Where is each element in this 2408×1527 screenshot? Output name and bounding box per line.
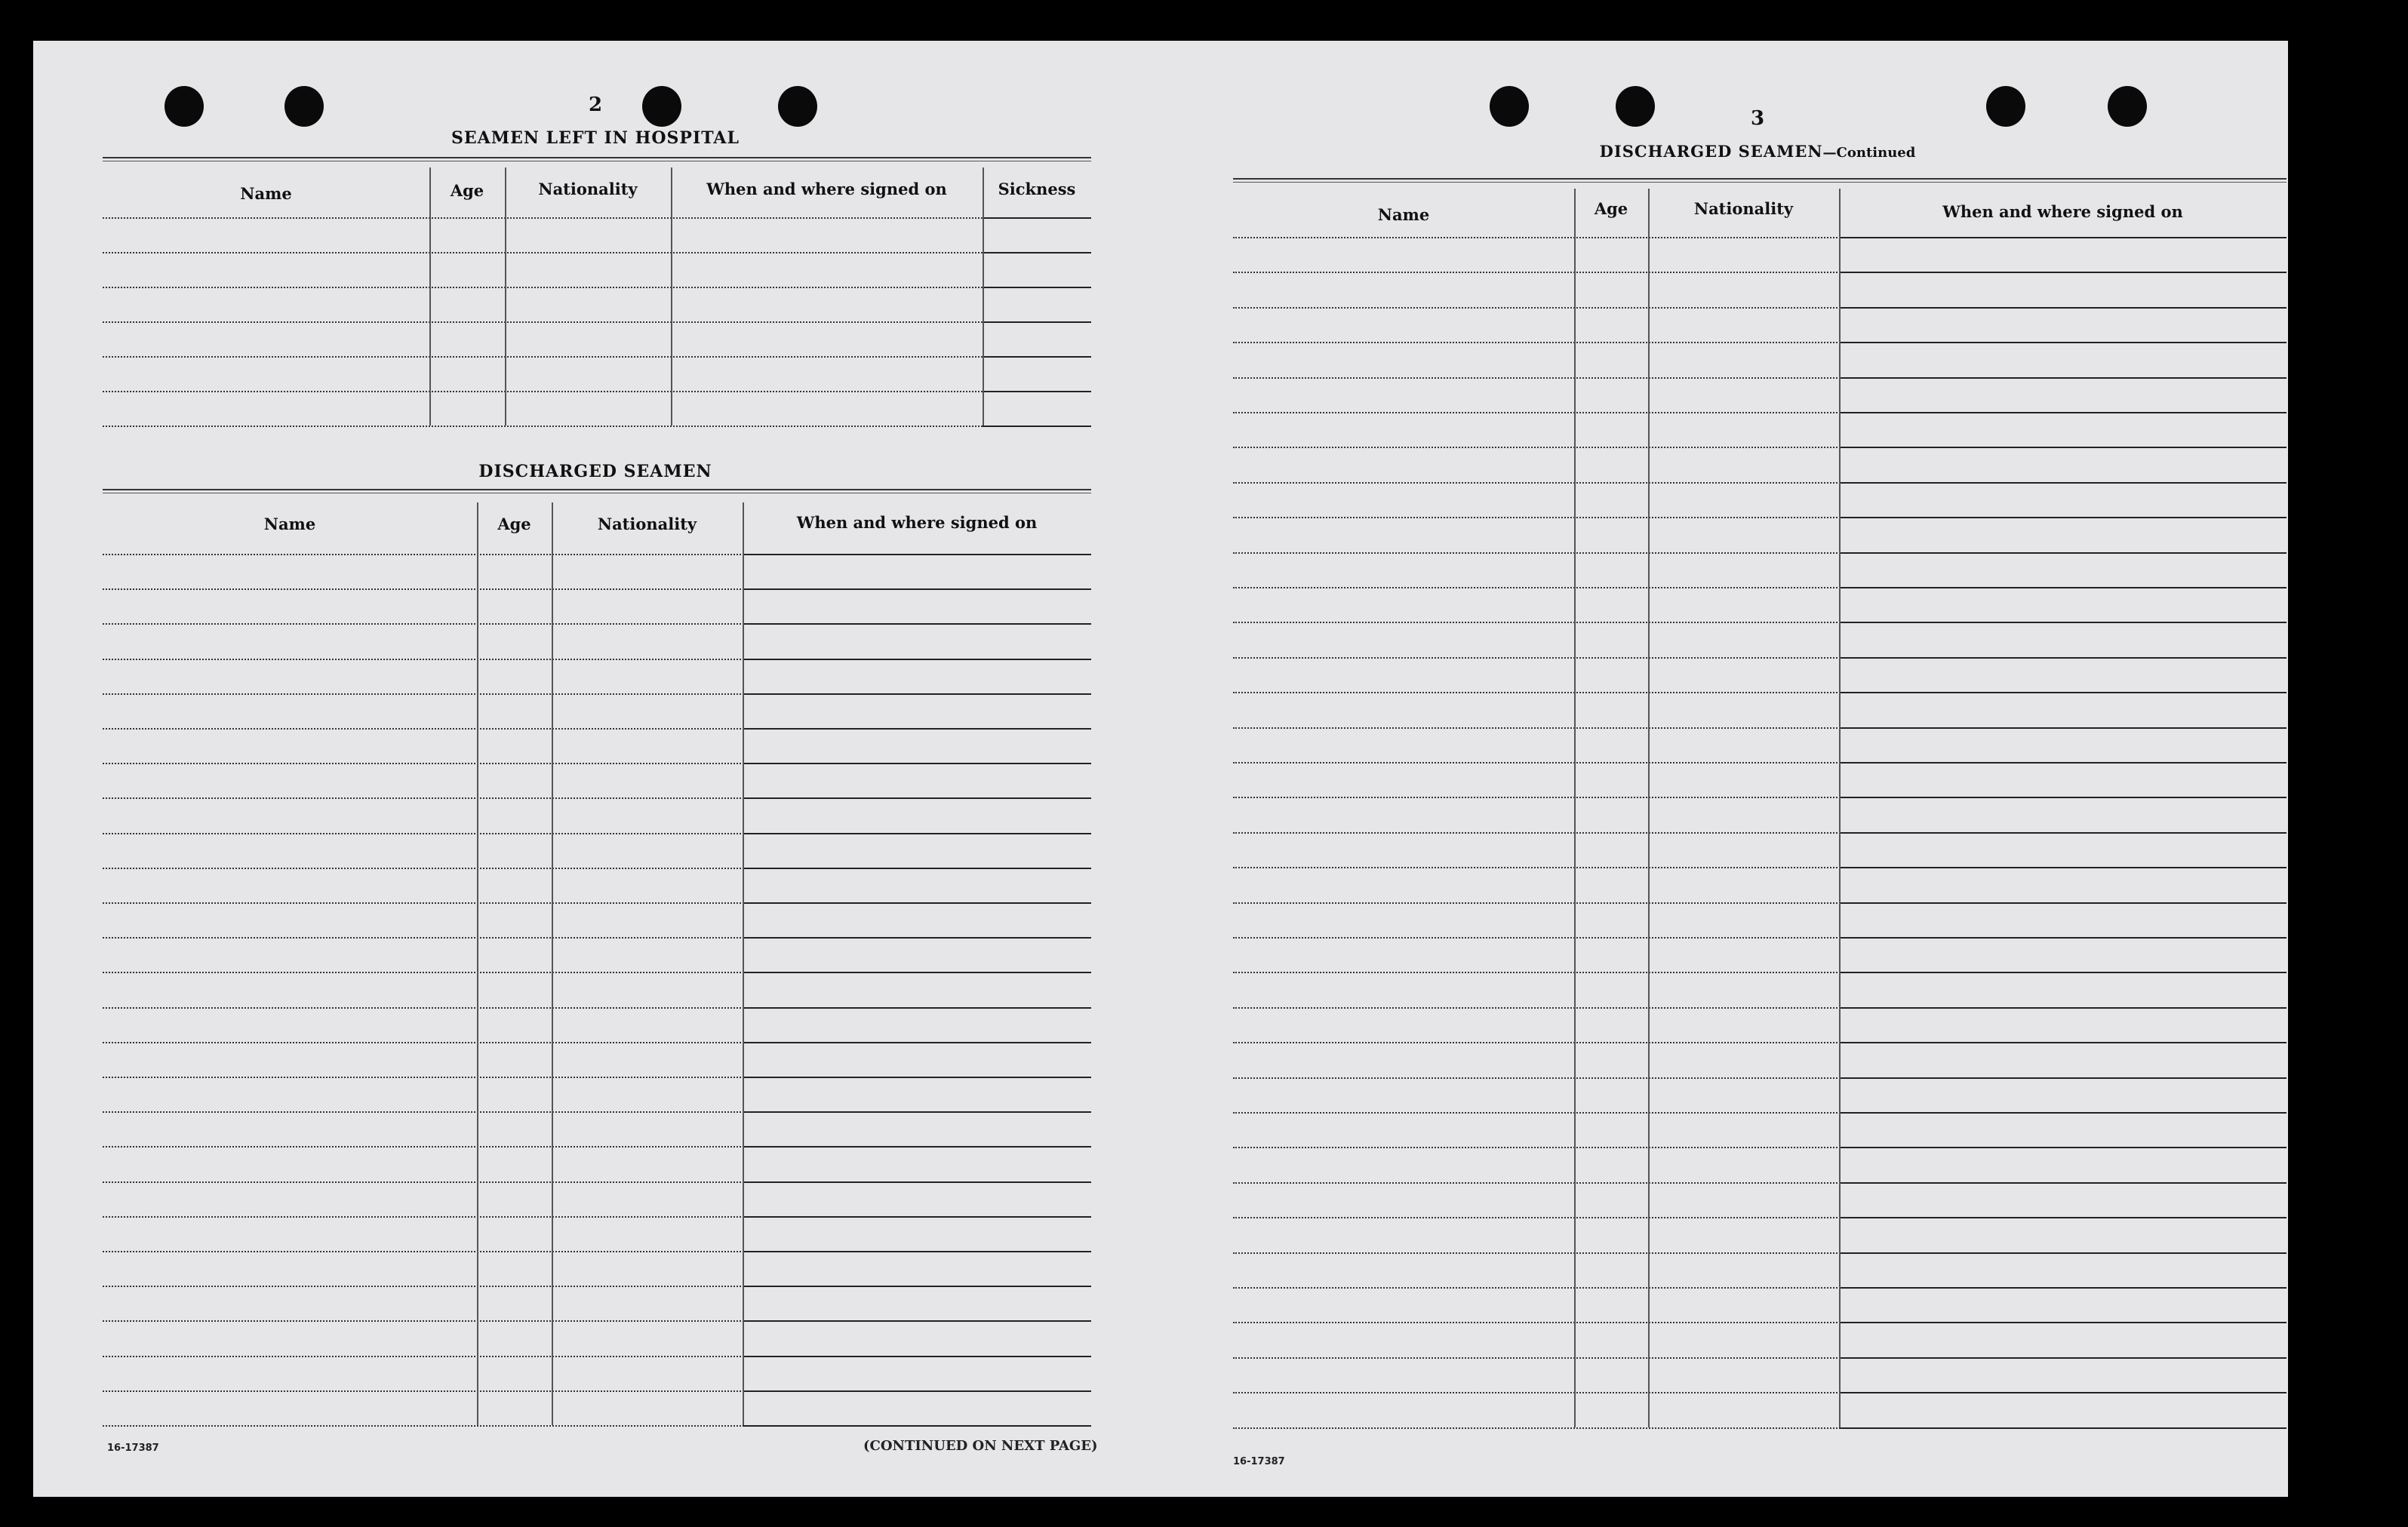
ruled-line-solid [1839, 587, 2287, 588]
right-col-nationality: Nationality [1693, 199, 1794, 218]
right-col-name: Name [1377, 205, 1430, 224]
ruled-line-solid [1839, 447, 2287, 448]
discharged-col-nationality: Nationality [597, 515, 697, 533]
ruled-line-solid [1839, 762, 2287, 764]
ruled-line-solid [1839, 1427, 2287, 1429]
right-col-when-where: When and where signed on [1942, 202, 2183, 221]
ruled-line-solid [1839, 1287, 2287, 1289]
right-col-age: Age [1594, 199, 1628, 218]
ruled-line-solid [1839, 1322, 2287, 1323]
form-number: 16-17387 [107, 1443, 159, 1454]
hospital-col-when-where: When and where signed on [706, 180, 947, 198]
page-number: 2 [588, 94, 603, 116]
ruled-line-solid [1839, 797, 2287, 798]
ruled-line-solid [1839, 1007, 2287, 1009]
form-number: 16-17387 [1233, 1456, 1285, 1467]
ruled-line-solid [1839, 552, 2287, 554]
hospital-col-sickness: Sickness [998, 180, 1076, 198]
hospital-section-title: SEAMEN LEFT IN HOSPITAL [451, 128, 740, 148]
ruled-line-solid [1839, 727, 2287, 729]
ruled-line-solid [1839, 412, 2287, 413]
column-divider [1839, 189, 1841, 1427]
ruled-line-solid [1839, 307, 2287, 309]
form-sheet [33, 41, 2288, 1497]
title-main: DISCHARGED SEAMEN [1599, 142, 1823, 161]
ruled-line-solid [1839, 1112, 2287, 1114]
ruled-line-solid [1839, 517, 2287, 518]
right-section-title [1226, 142, 2290, 161]
right-page [33, 41, 2288, 1497]
discharged-col-age: Age [497, 515, 531, 533]
ruled-line-solid [1839, 237, 2287, 238]
ruled-line-solid [1839, 1252, 2287, 1254]
discharged-col-when-where: When and where signed on [796, 513, 1038, 532]
ruled-line-solid [1839, 657, 2287, 659]
ruled-line-solid [1839, 1042, 2287, 1043]
discharged-col-name: Name [263, 515, 316, 533]
ruled-line-solid [1839, 1357, 2287, 1359]
ruled-line-solid [1839, 867, 2287, 868]
hospital-col-nationality: Nationality [538, 180, 638, 198]
ruled-line-solid [1839, 902, 2287, 904]
hospital-col-name: Name [240, 184, 292, 203]
page-number: 3 [1750, 107, 1765, 130]
ruled-line-solid [1839, 937, 2287, 939]
ruled-line-solid [1839, 1392, 2287, 1393]
ruled-line-solid [1839, 692, 2287, 693]
ruled-line-solid [1839, 377, 2287, 379]
ruled-line-solid [1839, 482, 2287, 484]
ruled-line-solid [1839, 342, 2287, 343]
ruled-line-solid [1839, 1217, 2287, 1218]
ruled-line-solid [1839, 972, 2287, 973]
title-suffix: —Continued [1822, 145, 1916, 161]
column-divider [1648, 189, 1650, 1427]
ruled-line-solid [1839, 1182, 2287, 1184]
column-divider [1574, 189, 1576, 1427]
right-top-rule [1233, 178, 2287, 183]
hospital-col-age: Age [450, 181, 484, 200]
ruled-line-solid [1839, 272, 2287, 273]
ruled-line-solid [1839, 622, 2287, 623]
ruled-line-solid [1839, 1077, 2287, 1079]
ruled-line-solid [1839, 1147, 2287, 1148]
continued-note: (CONTINUED ON NEXT PAGE) [863, 1438, 1098, 1454]
discharged-section-title: DISCHARGED SEAMEN [478, 462, 712, 481]
ruled-line-solid [1839, 832, 2287, 834]
